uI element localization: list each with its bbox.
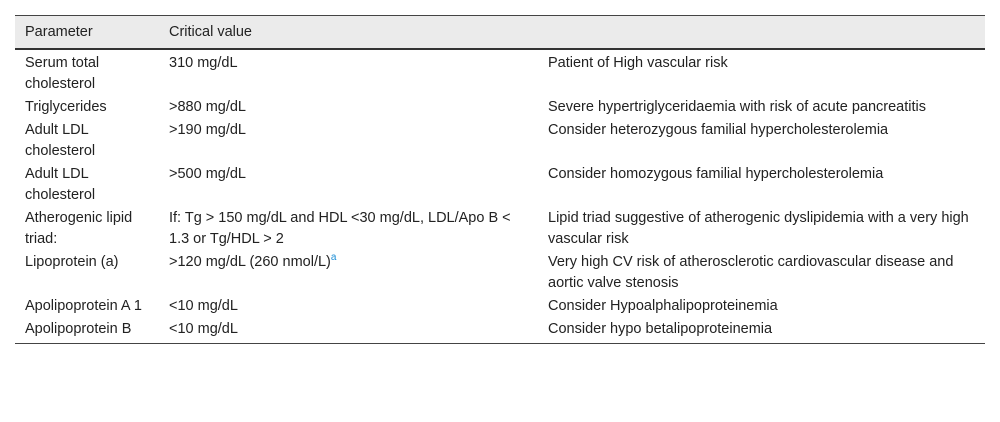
value-text: >880 mg/dL	[169, 99, 246, 115]
cell-critical-value	[159, 318, 538, 344]
cell-parameter: Adult LDL cholesterol	[25, 166, 96, 203]
value-text: >500 mg/dL	[169, 166, 246, 182]
cell-parameter: Atherogenic lipid triad:	[25, 210, 133, 247]
cell-parameter: Apolipoprotein A 1	[25, 298, 142, 314]
cell-parameter: Triglycerides	[25, 99, 107, 115]
cell-parameter: Serum total cholesterol	[25, 55, 100, 92]
cell-parameter: Adult LDL cholesterol	[25, 122, 96, 159]
value-text: >120 mg/dL (260 nmol/L)	[169, 254, 331, 270]
table-row	[15, 295, 985, 318]
lipid-critical-values-table-container	[15, 15, 985, 344]
cell-interpretation: Consider hypo betalipoproteinemia	[538, 318, 985, 344]
lipid-critical-values-table	[15, 15, 985, 344]
table-row	[15, 207, 985, 251]
value-text: 310 mg/dL	[169, 55, 238, 71]
table-row	[15, 49, 985, 96]
value-text: >190 mg/dL	[169, 122, 246, 138]
cell-parameter: Apolipoprotein B	[15, 318, 159, 344]
cell-parameter: Lipoprotein (a)	[25, 254, 119, 270]
table-row	[15, 163, 985, 207]
table-header	[15, 16, 985, 50]
cell-critical-value	[159, 96, 538, 119]
cell-interpretation: Lipid triad suggestive of atherogenic dyslipidemia with a very high vascular risk	[548, 210, 969, 247]
value-text: If: Tg > 150 mg/dL and HDL <30 mg/dL, LDL/Apo B < 1.3 or Tg/HDL > 2	[169, 210, 511, 247]
cell-interpretation: Consider heterozygous familial hypercholesterolemia	[548, 122, 889, 138]
table-row	[15, 318, 985, 344]
table-row	[15, 96, 985, 119]
cell-interpretation: Severe hypertriglyceridaemia with risk of acute pancreatitis	[548, 99, 926, 115]
cell-interpretation: Consider Hypoalphalipoproteinemia	[548, 298, 778, 314]
header-critical-value: Critical value	[159, 16, 538, 50]
footnote-link[interactable]: a	[330, 252, 337, 264]
cell-critical-value	[159, 163, 538, 207]
table-row	[15, 119, 985, 163]
value-text: <10 mg/dL	[169, 298, 238, 314]
cell-critical-value	[159, 49, 538, 96]
cell-interpretation: Patient of High vascular risk	[548, 55, 728, 71]
header-parameter: Parameter	[15, 16, 159, 50]
cell-critical-value	[159, 119, 538, 163]
header-interpretation	[538, 16, 985, 50]
cell-critical-value	[159, 207, 538, 251]
table-body	[15, 49, 985, 344]
table-row	[15, 251, 985, 295]
cell-interpretation: Consider homozygous familial hypercholesterolemia	[548, 166, 884, 182]
cell-interpretation: Very high CV risk of atherosclerotic cardiovascular disease and aortic valve stenosis	[548, 254, 954, 291]
value-text: <10 mg/dL	[169, 321, 238, 337]
table-header-row	[15, 16, 985, 50]
cell-critical-value	[159, 251, 538, 295]
cell-critical-value	[159, 295, 538, 318]
